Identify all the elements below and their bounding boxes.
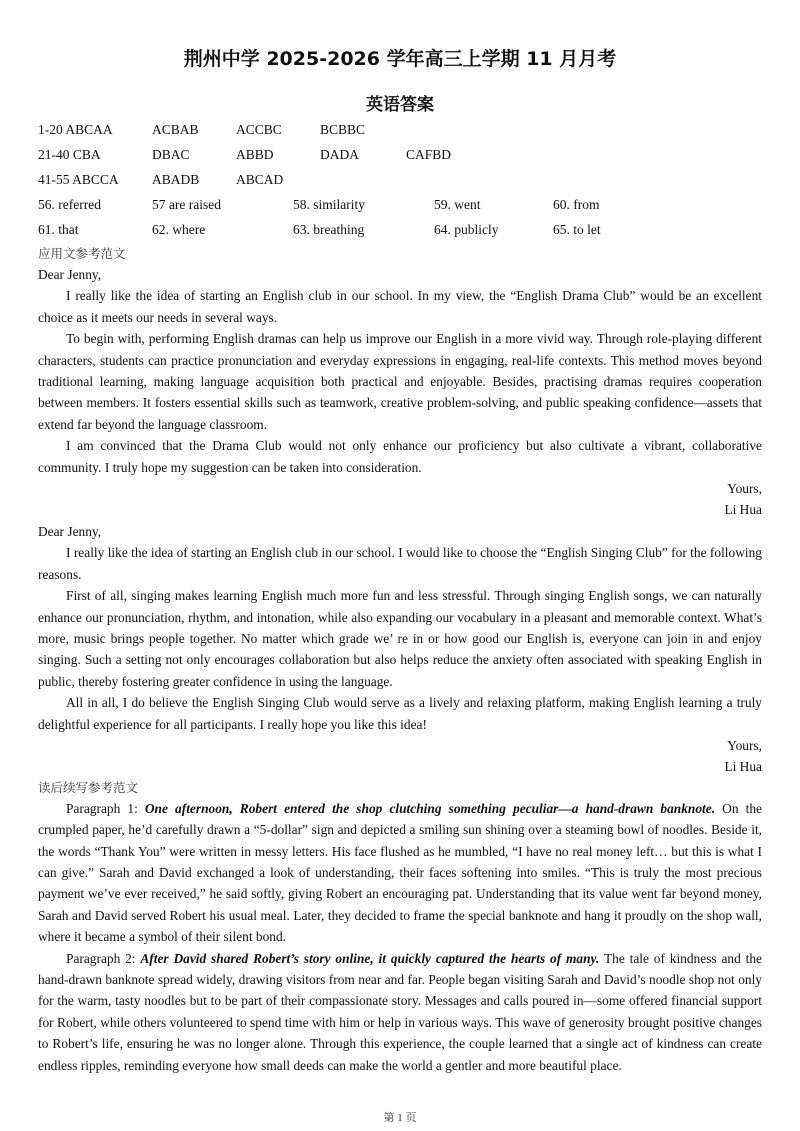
page-subtitle: 英语答案 — [366, 95, 434, 115]
letter-closing: Yours, — [727, 737, 762, 753]
fill-answer: 58. similarity — [293, 197, 365, 212]
answer-group: 1-20 ABCAA — [38, 122, 113, 137]
continuation-paragraph-1 — [38, 798, 762, 948]
answer-group: ABCAD — [236, 172, 284, 187]
letter-section-label: 应用文参考范文 — [38, 246, 126, 261]
paragraph-label: Paragraph 1: — [66, 800, 145, 816]
answer-row — [38, 172, 758, 197]
answer-group: ABBD — [236, 147, 274, 162]
fill-answer: 57 are raised — [152, 197, 221, 212]
paragraph-body: On the crumpled paper, he’d carefully drawn a “5-dollar” sign and depicted a smiling sun shining over a steaming bowl of noodles. Beside it, the words “Thank You” were written in messy letters. His face flushed as he mumbled, “I have no real money left… but this is what I can give.” Sarah and David exchanged a look of understanding, their faces softening into smiles. “This is truly the most precious payment we’ve ever received,” he said softly, giving Robert an encouraging pat. Understanding that its value went far beyond money, Sarah and David served Robert his usual meal. Later, they decided to frame the special banknote and hang it proudly on the shop wall, where it became a symbol of their silent bond. — [38, 800, 762, 945]
essay-section — [38, 244, 762, 1076]
answer-row — [38, 122, 758, 147]
fill-answer: 61. that — [38, 222, 79, 237]
fill-answer: 56. referred — [38, 197, 101, 212]
paragraph-label: Paragraph 2: — [66, 950, 141, 966]
paragraph-lead-sentence: One afternoon, Robert entered the shop clutching something peculiar—a hand-drawn banknote. — [144, 800, 716, 816]
answer-group: 21-40 CBA — [38, 147, 101, 162]
letter-paragraph: To begin with, performing English dramas can help us improve our English in a more vivid way. Through role-playing different characters, students can practice pronunciation and everyday expressions in engaging, real-life contexts. This method moves beyond traditional learning, making language acquisition both practical and enjoyable. Besides, practising dramas requires cooperation between members. It fosters essential skills such as teamwork, creative problem-solving, and public speaking confidence—assets that extend far beyond the language classroom. — [38, 331, 762, 432]
continuation-section-label: 读后续写参考范文 — [38, 779, 139, 795]
answer-group: 41-55 ABCCA — [38, 172, 119, 187]
letter-paragraph: I am convinced that the Drama Club would not only enhance our proficiency but also cultivate a vibrant, collaborative community. I truly hope my suggestion can be taken into consideration. — [38, 438, 762, 475]
page-title: 荆州中学 2025-2026 学年高三上学期 11 月月考 — [183, 48, 617, 70]
fill-answer: 65. to let — [553, 222, 601, 237]
letter-paragraph: I really like the idea of starting an English club in our school. In my view, the “English Drama Club” would be an excellent choice as it meets our needs in several ways. — [38, 288, 762, 325]
page-number: 第 1 页 — [383, 1112, 417, 1124]
answer-group: CAFBD — [406, 147, 452, 162]
paragraph-lead-sentence: After David shared Robert’s story online, it quickly captured the hearts of many. — [140, 950, 600, 966]
answer-row — [38, 147, 758, 172]
answer-group: DBAC — [152, 147, 190, 162]
answer-group: ABADB — [152, 172, 200, 187]
fill-answer: 60. from — [553, 197, 600, 212]
letter-greeting: Dear Jenny, — [38, 523, 102, 539]
letter-closing: Yours, — [727, 481, 762, 497]
answer-row — [38, 197, 758, 222]
fill-answer: 64. publicly — [434, 222, 499, 237]
letter-signature: Li Hua — [724, 502, 762, 518]
fill-answer: 63. breathing — [293, 222, 365, 237]
answer-group: ACBAB — [152, 122, 199, 137]
letter-paragraph: All in all, I do believe the English Singing Club would serve as a lively and relaxing platform, making English learning a truly delightful experience for all participants. I really hope you like this idea! — [38, 695, 762, 732]
answer-group: DADA — [320, 147, 359, 162]
sample-letter-1 — [38, 264, 762, 521]
continuation-paragraph-2 — [38, 948, 762, 1076]
letter-paragraph: First of all, singing makes learning English much more fun and less stressful. Through singing English songs, we can naturally enhance our pronunciation, rhythm, and intonation, while also expanding our vocabulary in a pleasant and memorable context. What’s more, music brings people together. No matter which grade we’ re in or how good our English is, everyone can join in and enjoy singing. Such a setting not only encourages collaboration but also helps reduce the anxiety often associated with speaking English in public, thereby fostering greater confidence in using the language. — [38, 588, 762, 689]
letter-greeting: Dear Jenny, — [38, 267, 102, 282]
sample-letter-2 — [38, 521, 762, 778]
answer-key — [38, 122, 758, 247]
answer-group: ACCBC — [236, 122, 282, 137]
answer-group: BCBBC — [320, 122, 366, 137]
letter-paragraph: I really like the idea of starting an English club in our school. I would like to choose the “English Singing Club” for the following reasons. — [38, 545, 762, 582]
letter-signature: Li Hua — [724, 759, 762, 775]
paragraph-body: The tale of kindness and the hand-drawn banknote spread widely, drawing visitors from near and far. People began visiting Sarah and David’s noodle shop not only for the warm, tasty noodles but to be part of their compassionate story. Messages and calls poured in—some offered financial support for Robert, while others volunteered to spend time with him or help in various ways. This wave of generosity brought positive changes to Robert’s life, ensuring he was no longer alone. Through this experience, the couple learned that a single act of kindness can create endless ripples, reminding everyone how small deeds can make the world a gentler and more beautiful place. — [38, 950, 762, 1073]
fill-answer: 62. where — [152, 222, 206, 237]
fill-answer: 59. went — [434, 197, 481, 212]
